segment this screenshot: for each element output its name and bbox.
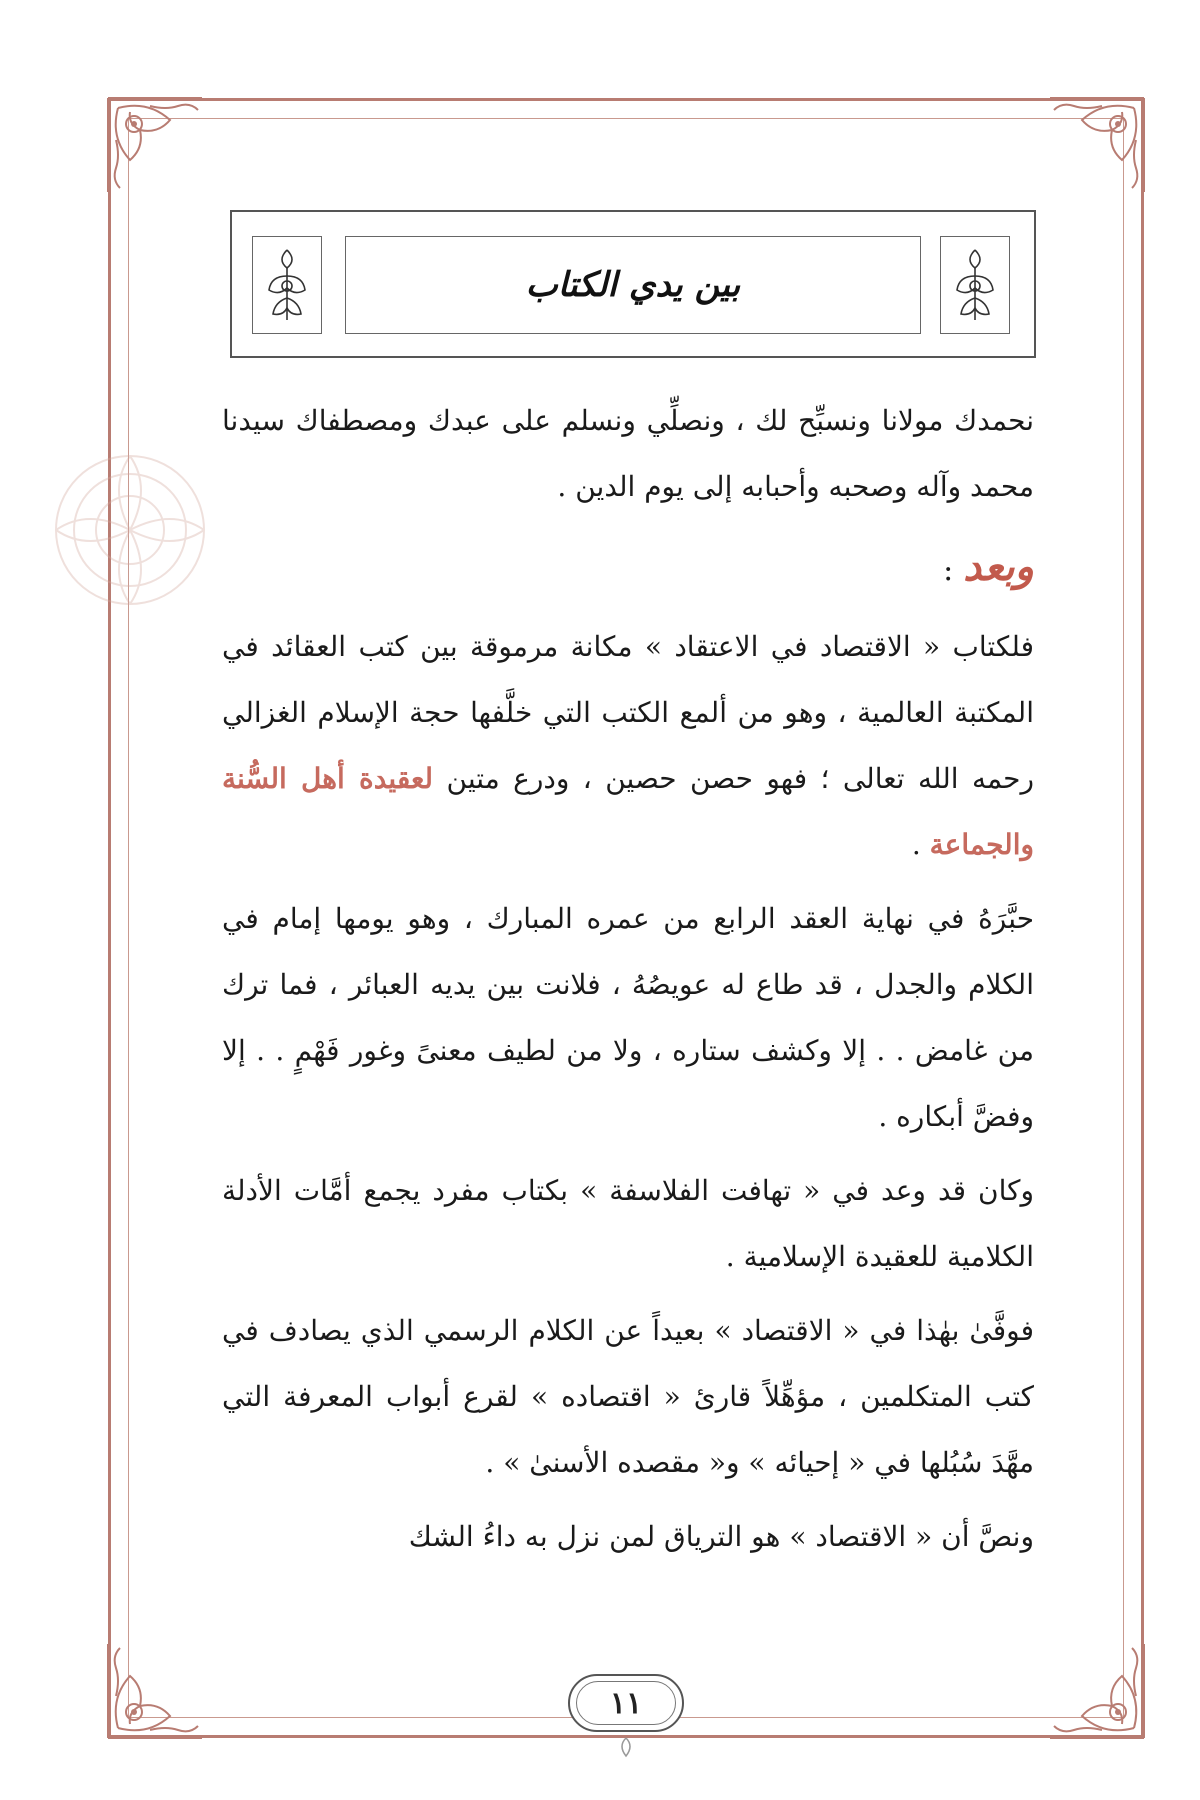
page-number-ornament-icon [612, 1736, 640, 1758]
title-ornament-right [940, 236, 1010, 334]
page-title: بين يدي الكتاب [525, 265, 741, 305]
paragraph-opening: نحمدك مولانا ونسبِّح لك ، ونصلِّي ونسلم على عبدك ومصطفاك سيدنا محمد وآله وصحبه وأحبابه إلى يوم الدين . [222, 404, 1034, 503]
title-panel [345, 236, 921, 334]
paragraph-text: فلكتاب « الاقتصاد في الاعتقاد » مكانة مرموقة بين كتب العقائد في المكتبة العالمية ، وهو من ألمع الكتب التي خلَّفها حجة الإسلام الغزالي رحمه الله تعالى ؛ فهو حصن حصين ، ودرع متين [222, 630, 1035, 795]
paragraph-end: . [911, 828, 921, 861]
paragraph-book-status [222, 614, 1034, 878]
page-number: ١١ [609, 1685, 643, 1721]
corner-ornament-icon [1042, 90, 1152, 200]
title-ornament-left [252, 236, 322, 334]
heading-word: وبعد [963, 543, 1034, 590]
heading-colon: : [943, 553, 954, 588]
corner-ornament-icon [1042, 1636, 1152, 1746]
corner-ornament-icon [100, 90, 210, 200]
floral-ornament-icon [949, 246, 1001, 324]
corner-ornament-icon [100, 1636, 210, 1746]
paragraph-promise: وكان قد وعد في « تهافت الفلاسفة » بكتاب مفرد يجمع أمَّات الأدلة الكلامية للعقيدة الإسلامية . [222, 1174, 1034, 1273]
paragraph-antidote: ونصَّ أن « الاقتصاد » هو الترياق لمن نزل به داءُ الشك [408, 1520, 1034, 1553]
body-text [222, 388, 1034, 1578]
floral-ornament-icon [261, 246, 313, 324]
section-heading [222, 534, 1034, 604]
paragraph-fulfilment: فوفَّىٰ بهٰذا في « الاقتصاد » بعيداً عن الكلام الرسمي الذي يصادف في كتب المتكلمين ، مؤهِّلاً قارئ « اقتصاده » لقرع أبواب المعرفة التي مهَّدَ سُبُلها في « إحيائه » و« مقصده الأسنىٰ » . [222, 1314, 1034, 1479]
highlighted-phrase: لعقيدة أهل السُّنة والجماعة [222, 762, 1034, 861]
medallion-ornament-icon [48, 448, 212, 612]
paragraph-authorship: حبَّرَهُ في نهاية العقد الرابع من عمره المبارك ، وهو يومها إمام في الكلام والجدل ، قد طاع له عويصُهُ ، فلانت بين يديه العبائر ، فما ترك من غامض . . إلا وكشف ستاره ، ولا من لطيف معنىً وغور فَهْمٍ . . إلا وفضَّ أبكاره . [222, 902, 1034, 1133]
